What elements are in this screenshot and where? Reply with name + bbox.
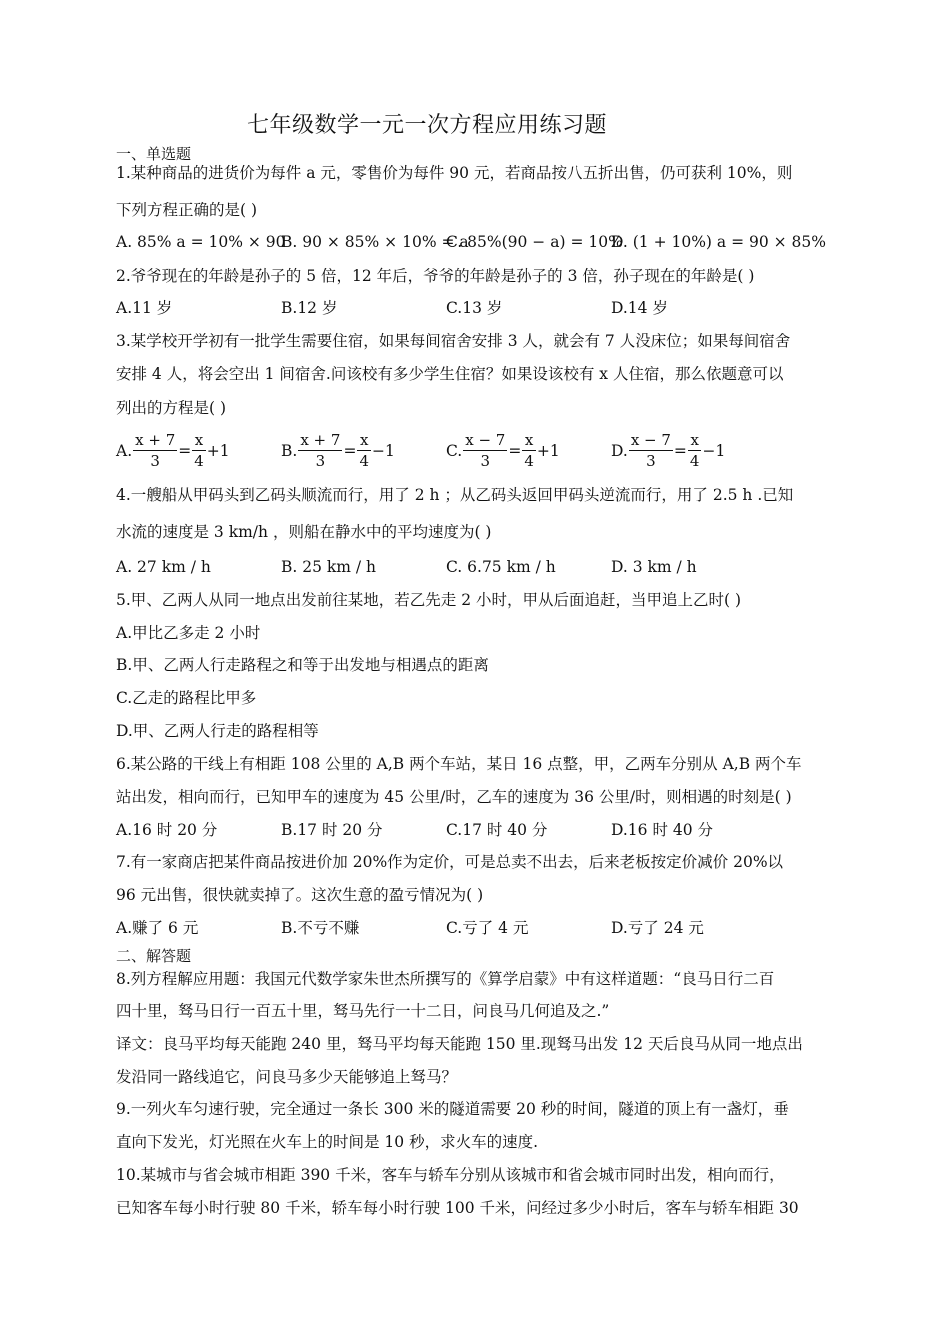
question-1-text-cont: 下列方程正确的是( ) — [116, 201, 258, 219]
question-5-option-b: B.甲、乙两人行走路程之和等于出发地与相遇点的距离 — [116, 656, 489, 674]
question-2-option-c: C.13 岁 — [446, 299, 503, 317]
question-9-text-cont: 直向下发光，灯光照在火车上的时间是 10 秒，求火车的速度. — [116, 1133, 539, 1151]
question-7-option-c: C.亏了 4 元 — [446, 919, 529, 937]
numerator: x — [357, 430, 371, 451]
question-4-option-a: A. 27 km / h — [116, 558, 211, 576]
question-8-text-cont: 四十里，驽马日行一百五十里，驽马先行一十二日，问良马几何追及之.” — [116, 1002, 610, 1020]
denominator: 4 — [524, 452, 534, 470]
numerator: x − 7 — [630, 431, 671, 449]
numerator: x — [688, 430, 702, 451]
fraction — [522, 430, 536, 471]
question-4-text-cont: 水流的速度是 3 km/h ，则船在静水中的平均速度为( ) — [116, 523, 492, 541]
fraction — [463, 430, 507, 471]
question-3-option-c — [446, 430, 560, 471]
question-6-text: 6.某公路的干线上有相距 108 公里的 A,B 两个车站，某日 16 点整，甲，乙两车分别从 A,B 两个车 — [116, 755, 802, 773]
page-title: 七年级数学一元一次方程应用练习题 — [246, 113, 607, 138]
equals-sign: = — [178, 441, 192, 460]
constant-term: +1 — [206, 441, 230, 460]
question-9-text: 9.一列火车匀速行驶，完全通过一条长 300 米的隧道需要 20 秒的时间，隧道的顶上有一盏灯，垂 — [116, 1100, 789, 1118]
question-3-text: 3.某学校开学初有一批学生需要住宿，如果每间宿舍安排 3 人，就会有 7 人没床位；如果每间宿舍 — [116, 332, 791, 350]
question-8-translation: 译文：良马平均每天能跑 240 里，驽马平均每天能跑 150 里.现驽马出发 12 天后良马从同一地点出 — [116, 1035, 803, 1053]
question-1-option-c: C. 85%(90 − a) = 10% — [446, 233, 623, 251]
question-3-text-cont: 安排 4 人，将会空出 1 间宿舍.问该校有多少学生住宿？如果设该校有 x 人住宿，那么依题意可以 — [116, 365, 784, 383]
question-1-option-b: B. 90 × 85% × 10% = a — [281, 233, 469, 251]
denominator: 3 — [646, 452, 656, 470]
question-6-option-d: D.16 时 40 分 — [611, 821, 714, 839]
numerator: x + 7 — [300, 431, 341, 449]
constant-term: −1 — [371, 441, 395, 460]
question-3-option-b — [281, 430, 395, 471]
question-2-option-d: D.14 岁 — [611, 299, 668, 317]
equals-sign: = — [508, 441, 522, 460]
section-heading-single-choice: 一、单选题 — [116, 145, 192, 163]
question-1-option-d: D. (1 + 10%) a = 90 × 85% — [611, 233, 827, 251]
option-label: D. — [611, 441, 628, 460]
constant-term: −1 — [702, 441, 726, 460]
question-7-option-a: A.赚了 6 元 — [116, 919, 199, 937]
question-4-option-b: B. 25 km / h — [281, 558, 377, 576]
option-label: C. — [446, 441, 463, 460]
numerator: x — [522, 430, 536, 451]
question-6-option-a: A.16 时 20 分 — [116, 821, 218, 839]
denominator: 3 — [480, 452, 491, 470]
denominator: 4 — [359, 452, 369, 470]
question-7-text-cont: 96 元出售，很快就卖掉了。这次生意的盈亏情况为( ) — [116, 886, 484, 904]
denominator: 3 — [315, 452, 326, 470]
fraction — [133, 430, 177, 471]
question-6-option-b: B.17 时 20 分 — [281, 821, 383, 839]
question-7-option-d: D.亏了 24 元 — [611, 919, 704, 937]
question-6-option-c: C.17 时 40 分 — [446, 821, 548, 839]
fraction — [298, 430, 342, 471]
section-heading-answer: 二、解答题 — [116, 947, 192, 965]
option-label: A. — [116, 441, 133, 460]
question-5-text: 5.甲、乙两人从同一地点出发前往某地，若乙先走 2 小时，甲从后面追赶，当甲追上乙时( ) — [116, 591, 742, 609]
question-1-text: 1.某种商品的进货价为每件 a 元，零售价为每件 90 元，若商品按八五折出售，仍可获利 10%，则 — [116, 164, 793, 182]
constant-term: +1 — [536, 441, 560, 460]
question-10-text: 10.某城市与省会城市相距 390 千米，客车与轿车分别从该城市和省会城市同时出发，相向而行， — [116, 1166, 785, 1184]
question-5-option-d: D.甲、乙两人行走的路程相等 — [116, 722, 319, 740]
question-6-text-cont: 站出发，相向而行，已知甲车的速度为 45 公里/时，乙车的速度为 36 公里/时，则相遇的时刻是( ) — [116, 788, 792, 806]
question-3-text-cont2: 列出的方程是( ) — [116, 399, 227, 417]
numerator: x − 7 — [465, 431, 506, 449]
denominator: 4 — [689, 452, 700, 470]
fraction — [357, 430, 371, 471]
question-7-text: 7.有一家商店把某件商品按进价加 20%作为定价，可是总卖不出去，后来老板按定价减价 20%以 — [116, 853, 784, 871]
question-8-translation-cont: 发沿同一路线追它，问良马多少天能够追上驽马？ — [116, 1068, 458, 1086]
fraction — [629, 430, 673, 471]
option-label: B. — [281, 441, 298, 460]
fraction — [192, 430, 206, 471]
equals-sign: = — [673, 441, 687, 460]
question-4-option-d: D. 3 km / h — [611, 558, 697, 576]
question-4-text: 4.一艘船从甲码头到乙码头顺流而行，用了 2 h ；从乙码头返回甲码头逆流而行，用了 2.5 h .已知 — [116, 486, 794, 504]
equals-sign: = — [343, 441, 357, 460]
question-5-option-c: C.乙走的路程比甲多 — [116, 689, 257, 707]
question-3-option-d — [611, 430, 725, 471]
question-10-text-cont: 已知客车每小时行驶 80 千米，轿车每小时行驶 100 千米，问经过多少小时后，客车与轿车相距 30 — [116, 1199, 799, 1217]
question-2-option-b: B.12 岁 — [281, 299, 338, 317]
question-2-text: 2.爷爷现在的年龄是孙子的 5 倍，12 年后，爷爷的年龄是孙子的 3 倍，孙子现在的年龄是( ) — [116, 267, 755, 285]
question-3-option-a — [116, 430, 230, 471]
denominator: 3 — [150, 452, 160, 470]
question-7-option-b: B.不亏不赚 — [281, 919, 360, 937]
question-5-option-a: A.甲比乙多走 2 小时 — [116, 624, 261, 642]
denominator: 4 — [194, 452, 204, 470]
numerator: x + 7 — [135, 431, 176, 449]
numerator: x — [192, 430, 206, 451]
question-1-option-a: A. 85% a = 10% × 90 — [116, 233, 286, 251]
question-8-text: 8.列方程解应用题：我国元代数学家朱世杰所撰写的《算学启蒙》中有这样道题：“良马日行二百 — [116, 970, 775, 988]
fraction — [688, 430, 702, 471]
question-2-option-a: A.11 岁 — [116, 299, 173, 317]
question-4-option-c: C. 6.75 km / h — [446, 558, 556, 576]
